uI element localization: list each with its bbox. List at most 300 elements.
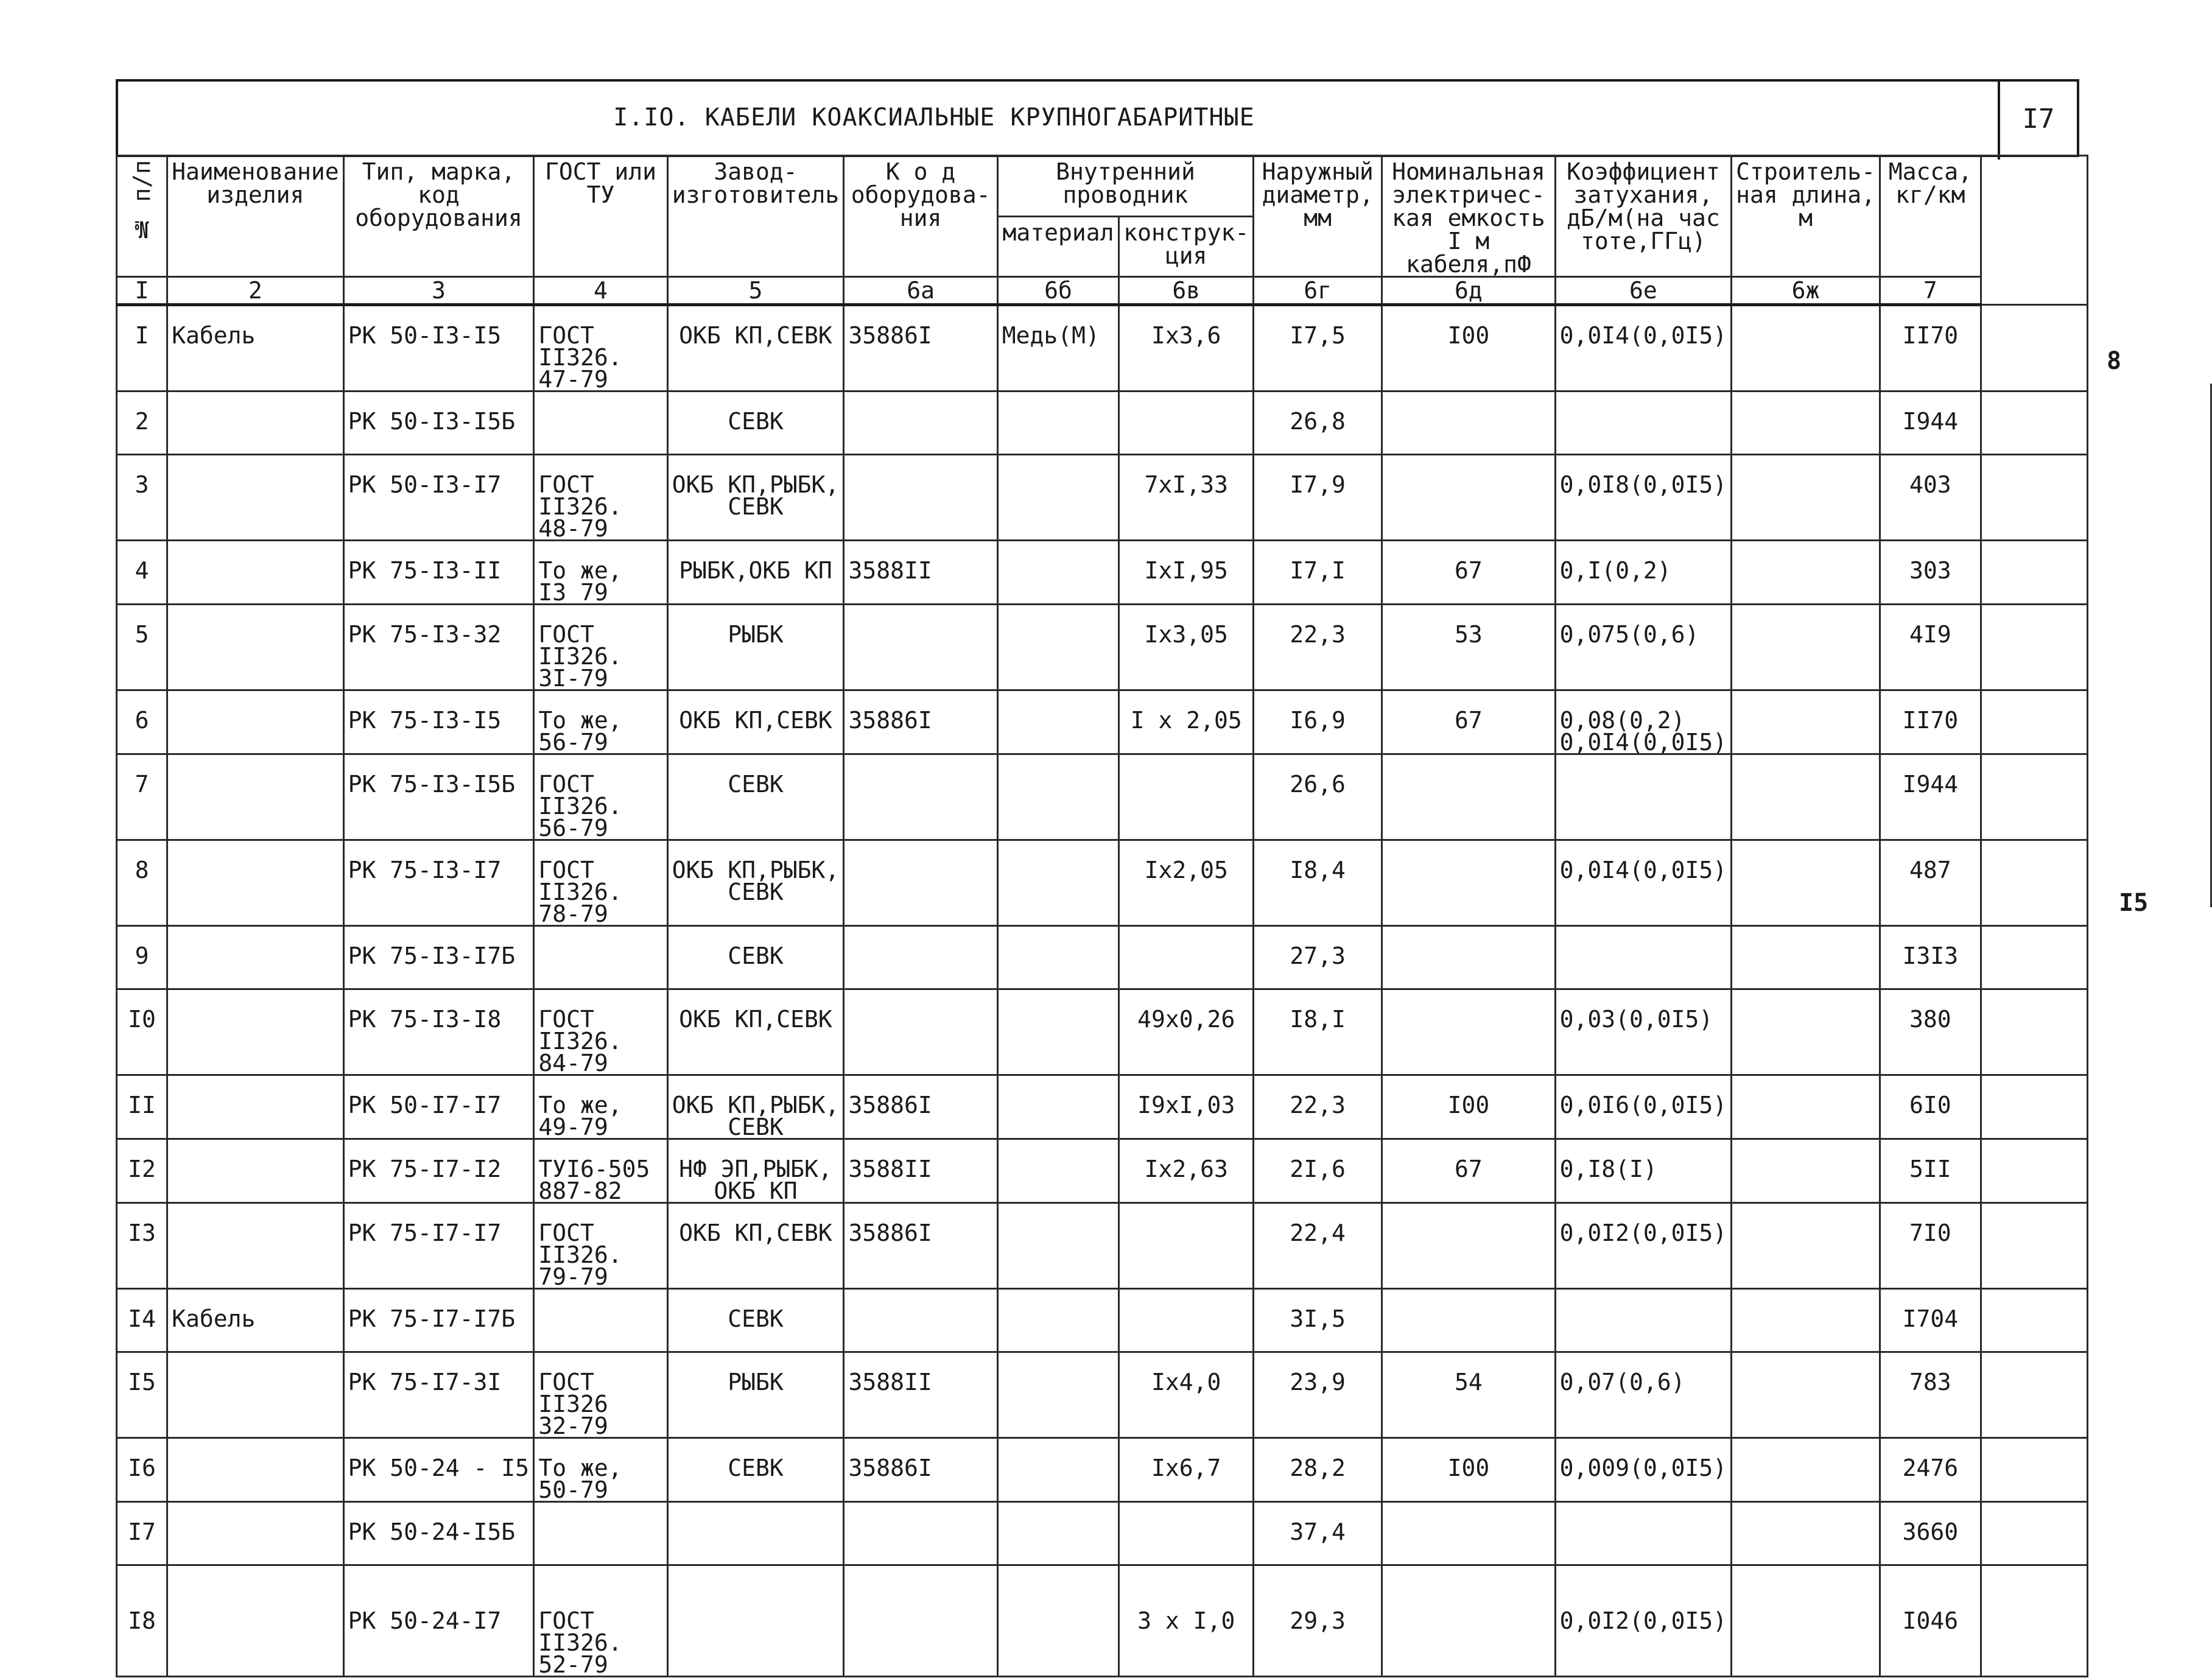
capacitance-cell	[1382, 754, 1555, 840]
manufacturer-cell: ОКБ КП,СЕВК	[667, 1203, 844, 1289]
gost-standard-cell: ГОСТ II326. 56-79	[534, 754, 667, 840]
conductor-material-cell	[997, 1289, 1119, 1352]
side-label: I5	[2119, 889, 2149, 917]
attenuation-cell: 0,I8(I)	[1555, 1139, 1732, 1203]
equipment-code-cell: 35886I	[844, 1075, 997, 1139]
col-number: 6д	[1382, 277, 1555, 305]
table-body	[117, 305, 2088, 1677]
product-name-cell	[167, 1139, 344, 1203]
product-name-cell	[167, 391, 344, 455]
mass-cell: 6I0	[1880, 1075, 1981, 1139]
construction-length-cell	[1732, 305, 1880, 391]
gost-standard-cell: То же, I3 79	[534, 541, 667, 605]
cable-type-cell: РК 75-I7-I7	[343, 1203, 534, 1289]
cable-type-cell: РК 75-I7-I2	[343, 1139, 534, 1203]
header-row	[117, 156, 2088, 217]
attenuation-cell: 0,075(0,6)	[1555, 605, 1732, 690]
cable-type-cell: РК 50-24 - I5	[343, 1438, 534, 1502]
product-name-cell	[167, 1075, 344, 1139]
capacitance-cell	[1382, 1565, 1555, 1677]
extra-cell	[1981, 1352, 2087, 1438]
equipment-code-cell	[844, 754, 997, 840]
table-row	[117, 926, 2088, 989]
manufacturer-cell	[667, 1502, 844, 1565]
extra-cell	[1981, 541, 2087, 605]
outer-diameter-cell: I7,I	[1254, 541, 1382, 605]
gost-standard-cell	[534, 926, 667, 989]
header-num: № п/п	[117, 156, 167, 277]
mass-cell: I046	[1880, 1565, 1981, 1677]
construction-length-cell	[1732, 541, 1880, 605]
outer-diameter-cell: 22,3	[1254, 605, 1382, 690]
mass-cell: I944	[1880, 391, 1981, 455]
attenuation-cell	[1555, 1289, 1732, 1352]
gost-standard-cell: ГОСТ II326 32-79	[534, 1352, 667, 1438]
equipment-code-cell	[844, 1289, 997, 1352]
equipment-code-cell	[844, 391, 997, 455]
mass-cell: II70	[1880, 305, 1981, 391]
header-diameter: Наружный диаметр, мм	[1254, 156, 1382, 277]
extra-cell	[1981, 455, 2087, 541]
manufacturer-cell: РЫБК	[667, 1352, 844, 1438]
attenuation-cell	[1555, 391, 1732, 455]
attenuation-cell: 0,03(0,0I5)	[1555, 989, 1732, 1075]
manufacturer-cell: ОКБ КП,СЕВК	[667, 989, 844, 1075]
construction-length-cell	[1732, 1075, 1880, 1139]
page-title: I.IO. КАБЕЛИ КОАКСИАЛЬНЫЕ КРУПНОГАБАРИТНЫЕ	[613, 104, 1255, 132]
gost-standard-cell	[534, 391, 667, 455]
conductor-material-cell: Медь(М)	[997, 305, 1119, 391]
extra-cell	[1981, 1139, 2087, 1203]
outer-diameter-cell: 22,3	[1254, 1075, 1382, 1139]
cable-type-cell: РК 75-I3-II	[343, 541, 534, 605]
attenuation-cell	[1555, 1502, 1732, 1565]
cable-table	[116, 155, 2088, 1677]
header-inner-conductor: Внутренний проводник	[997, 156, 1253, 217]
equipment-code-cell	[844, 605, 997, 690]
outer-diameter-cell: 3I,5	[1254, 1289, 1382, 1352]
gost-standard-cell: ГОСТ II326. 78-79	[534, 840, 667, 926]
product-name-cell	[167, 1565, 344, 1677]
row-number-cell: I8	[117, 1565, 167, 1677]
gost-standard-cell: ТУI6-505 887-82	[534, 1139, 667, 1203]
conductor-material-cell	[997, 1352, 1119, 1438]
attenuation-cell: 0,0I4(0,0I5)	[1555, 840, 1732, 926]
equipment-code-cell	[844, 840, 997, 926]
equipment-code-cell: 3588II	[844, 1139, 997, 1203]
extra-cell	[1981, 754, 2087, 840]
header-type: Тип, марка, код оборудования	[343, 156, 534, 277]
capacitance-cell: 54	[1382, 1352, 1555, 1438]
table-row	[117, 455, 2088, 541]
capacitance-cell: 67	[1382, 1139, 1555, 1203]
table-row	[117, 690, 2088, 754]
conductor-material-cell	[997, 989, 1119, 1075]
cable-type-cell: РК 50-I7-I7	[343, 1075, 534, 1139]
row-number-cell: 5	[117, 605, 167, 690]
gost-standard-cell: ГОСТ II326. 84-79	[534, 989, 667, 1075]
extra-column-number: 8	[2107, 347, 2122, 375]
product-name-cell	[167, 1203, 344, 1289]
document-sheet	[116, 79, 2149, 1678]
col-number: 5	[667, 277, 844, 305]
outer-diameter-cell: 22,4	[1254, 1203, 1382, 1289]
table-row	[117, 541, 2088, 605]
mass-cell: 3660	[1880, 1502, 1981, 1565]
mass-cell: 7I0	[1880, 1203, 1981, 1289]
table-row	[117, 754, 2088, 840]
manufacturer-cell: СЕВК	[667, 926, 844, 989]
outer-diameter-cell: 28,2	[1254, 1438, 1382, 1502]
header-maker: Завод-изготовитель	[667, 156, 844, 277]
cable-type-cell: РК 75-I3-I5Б	[343, 754, 534, 840]
capacitance-cell	[1382, 926, 1555, 989]
manufacturer-cell: СЕВК	[667, 754, 844, 840]
mass-cell: I3I3	[1880, 926, 1981, 989]
construction-length-cell	[1732, 1289, 1880, 1352]
row-number-cell: I	[117, 305, 167, 391]
row-number-cell: II	[117, 1075, 167, 1139]
construction-length-cell	[1732, 605, 1880, 690]
extra-cell	[1981, 1502, 2087, 1565]
gost-standard-cell: ГОСТ II326. 47-79	[534, 305, 667, 391]
cable-type-cell: РК 75-I3-I5	[343, 690, 534, 754]
conductor-construction-cell: Iх2,63	[1119, 1139, 1254, 1203]
row-number-cell: 6	[117, 690, 167, 754]
outer-diameter-cell: 27,3	[1254, 926, 1382, 989]
table-row	[117, 1289, 2088, 1352]
table-row	[117, 1438, 2088, 1502]
outer-diameter-cell: I7,9	[1254, 455, 1382, 541]
header-material: материал	[997, 216, 1119, 277]
conductor-material-cell	[997, 754, 1119, 840]
extra-cell	[1981, 1203, 2087, 1289]
attenuation-cell: 0,0I4(0,0I5)	[1555, 305, 1732, 391]
mass-cell: 2476	[1880, 1438, 1981, 1502]
cable-type-cell: РК 75-I7-I7Б	[343, 1289, 534, 1352]
header-mass: Масса, кг/км	[1880, 156, 1981, 277]
extra-cell	[1981, 840, 2087, 926]
conductor-material-cell	[997, 605, 1119, 690]
construction-length-cell	[1732, 840, 1880, 926]
table-row	[117, 1352, 2088, 1438]
extra-cell	[1981, 989, 2087, 1075]
col-number: 6ж	[1732, 277, 1880, 305]
construction-length-cell	[1732, 1502, 1880, 1565]
equipment-code-cell: 3588II	[844, 541, 997, 605]
cable-type-cell: РК 50-I3-I5	[343, 305, 534, 391]
conductor-material-cell	[997, 690, 1119, 754]
row-number-cell: I2	[117, 1139, 167, 1203]
gost-standard-cell	[534, 1502, 667, 1565]
product-name-cell	[167, 690, 344, 754]
extra-cell	[1981, 605, 2087, 690]
equipment-code-cell: 35886I	[844, 1438, 997, 1502]
title-box	[116, 79, 2079, 157]
capacitance-cell	[1382, 840, 1555, 926]
product-name-cell	[167, 926, 344, 989]
product-name-cell	[167, 1352, 344, 1438]
header-code: К о д оборудова-ния	[844, 156, 997, 277]
outer-diameter-cell: I8,4	[1254, 840, 1382, 926]
capacitance-cell	[1382, 455, 1555, 541]
row-number-cell: I4	[117, 1289, 167, 1352]
col-number: 6в	[1119, 277, 1254, 305]
extra-cell	[1981, 926, 2087, 989]
row-number-cell: I5	[117, 1352, 167, 1438]
table-row	[117, 840, 2088, 926]
attenuation-cell: 0,07(0,6)	[1555, 1352, 1732, 1438]
attenuation-cell: 0,0I2(0,0I5)	[1555, 1203, 1732, 1289]
capacitance-cell	[1382, 989, 1555, 1075]
mass-cell: 303	[1880, 541, 1981, 605]
manufacturer-cell: ОКБ КП,РЫБК, СЕВК	[667, 455, 844, 541]
outer-diameter-cell: 37,4	[1254, 1502, 1382, 1565]
conductor-construction-cell: Iх2,05	[1119, 840, 1254, 926]
conductor-construction-cell	[1119, 391, 1254, 455]
conductor-construction-cell: I х 2,05	[1119, 690, 1254, 754]
capacitance-cell: I00	[1382, 1075, 1555, 1139]
attenuation-cell: 0,0I6(0,0I5)	[1555, 1075, 1732, 1139]
col-number: 4	[534, 277, 667, 305]
header-extra	[1981, 156, 2087, 305]
gost-standard-cell: То же, 50-79	[534, 1438, 667, 1502]
equipment-code-cell	[844, 1565, 997, 1677]
row-number-cell: I0	[117, 989, 167, 1075]
row-number-cell: 9	[117, 926, 167, 989]
construction-length-cell	[1732, 690, 1880, 754]
equipment-code-cell	[844, 455, 997, 541]
manufacturer-cell: РЫБК,ОКБ КП	[667, 541, 844, 605]
col-number: 7	[1880, 277, 1981, 305]
manufacturer-cell	[667, 1565, 844, 1677]
gost-standard-cell: ГОСТ II326. 48-79	[534, 455, 667, 541]
conductor-construction-cell: I9хI,03	[1119, 1075, 1254, 1139]
header-attenuation: Коэффициент затухания, дБ/м(на час тоте,ГГц)	[1555, 156, 1732, 277]
conductor-construction-cell: 49х0,26	[1119, 989, 1254, 1075]
attenuation-cell: 0,009(0,0I5)	[1555, 1438, 1732, 1502]
manufacturer-cell: СЕВК	[667, 391, 844, 455]
row-number-cell: 4	[117, 541, 167, 605]
cable-type-cell: РК 75-I3-I7	[343, 840, 534, 926]
mass-cell: 487	[1880, 840, 1981, 926]
table-row	[117, 989, 2088, 1075]
equipment-code-cell	[844, 1502, 997, 1565]
manufacturer-cell: СЕВК	[667, 1289, 844, 1352]
mass-cell: II70	[1880, 690, 1981, 754]
capacitance-cell: 67	[1382, 690, 1555, 754]
col-number: 6б	[997, 277, 1119, 305]
gost-standard-cell: То же, 56-79	[534, 690, 667, 754]
conductor-construction-cell	[1119, 926, 1254, 989]
capacitance-cell	[1382, 1289, 1555, 1352]
attenuation-cell: 0,08(0,2) 0,0I4(0,0I5)	[1555, 690, 1732, 754]
manufacturer-cell: СЕВК	[667, 1438, 844, 1502]
table-row	[117, 1203, 2088, 1289]
attenuation-cell: 0,0I8(0,0I5)	[1555, 455, 1732, 541]
mass-cell: 5II	[1880, 1139, 1981, 1203]
extra-cell	[1981, 1565, 2087, 1677]
product-name-cell	[167, 1438, 344, 1502]
attenuation-cell	[1555, 926, 1732, 989]
conductor-construction-cell	[1119, 1289, 1254, 1352]
col-number: 6е	[1555, 277, 1732, 305]
header-length: Строитель-ная длина, м	[1732, 156, 1880, 277]
mass-cell: I944	[1880, 754, 1981, 840]
col-number: 3	[343, 277, 534, 305]
row-number-cell: I7	[117, 1502, 167, 1565]
product-name-cell	[167, 541, 344, 605]
extra-cell	[1981, 1438, 2087, 1502]
conductor-construction-cell: Iх3,6	[1119, 305, 1254, 391]
product-name-cell	[167, 840, 344, 926]
table-row	[117, 1139, 2088, 1203]
outer-diameter-cell: I8,I	[1254, 989, 1382, 1075]
row-number-cell: 2	[117, 391, 167, 455]
table-row	[117, 1502, 2088, 1565]
table-row	[117, 305, 2088, 391]
conductor-construction-cell: Iх6,7	[1119, 1438, 1254, 1502]
construction-length-cell	[1732, 1139, 1880, 1203]
conductor-construction-cell	[1119, 1502, 1254, 1565]
equipment-code-cell: 35886I	[844, 1203, 997, 1289]
attenuation-cell	[1555, 754, 1732, 840]
conductor-construction-cell: Iх3,05	[1119, 605, 1254, 690]
row-number-cell: I6	[117, 1438, 167, 1502]
construction-length-cell	[1732, 1565, 1880, 1677]
mass-cell: 403	[1880, 455, 1981, 541]
conductor-material-cell	[997, 1139, 1119, 1203]
equipment-code-cell	[844, 926, 997, 989]
header-name: Наименование изделия	[167, 156, 344, 277]
row-number-cell: 8	[117, 840, 167, 926]
equipment-code-cell: 35886I	[844, 305, 997, 391]
capacitance-cell: I00	[1382, 305, 1555, 391]
conductor-material-cell	[997, 541, 1119, 605]
mass-cell: 380	[1880, 989, 1981, 1075]
column-number-row	[117, 277, 2088, 305]
outer-diameter-cell: 23,9	[1254, 1352, 1382, 1438]
capacitance-cell	[1382, 1502, 1555, 1565]
cable-type-cell: РК 50-I3-I5Б	[343, 391, 534, 455]
outer-diameter-cell: I6,9	[1254, 690, 1382, 754]
conductor-construction-cell: 3 х I,0	[1119, 1565, 1254, 1677]
construction-length-cell	[1732, 455, 1880, 541]
construction-length-cell	[1732, 1203, 1880, 1289]
outer-diameter-cell: 26,6	[1254, 754, 1382, 840]
mass-cell: I704	[1880, 1289, 1981, 1352]
col-number: 6а	[844, 277, 997, 305]
product-name-cell	[167, 989, 344, 1075]
construction-length-cell	[1732, 989, 1880, 1075]
conductor-construction-cell	[1119, 1203, 1254, 1289]
cable-type-cell: РК 75-I3-I8	[343, 989, 534, 1075]
conductor-material-cell	[997, 1203, 1119, 1289]
conductor-material-cell	[997, 455, 1119, 541]
extra-cell	[1981, 1075, 2087, 1139]
attenuation-cell: 0,I(0,2)	[1555, 541, 1732, 605]
equipment-code-cell: 35886I	[844, 690, 997, 754]
capacitance-cell: I00	[1382, 1438, 1555, 1502]
table-row	[117, 1565, 2088, 1677]
equipment-code-cell: 3588II	[844, 1352, 997, 1438]
gost-standard-cell: ГОСТ II326. 3I-79	[534, 605, 667, 690]
cable-type-cell: РК 75-I3-I7Б	[343, 926, 534, 989]
conductor-material-cell	[997, 1502, 1119, 1565]
product-name-cell	[167, 605, 344, 690]
header-capacity: Номинальная электричес-кая емкость I м кабеля,пФ	[1382, 156, 1555, 277]
product-name-cell: Кабель	[167, 305, 344, 391]
col-number: 2	[167, 277, 344, 305]
manufacturer-cell: ОКБ КП,РЫБК, СЕВК	[667, 1075, 844, 1139]
manufacturer-cell: РЫБК	[667, 605, 844, 690]
cable-type-cell: РК 50-24-I7	[343, 1565, 534, 1677]
table-row	[117, 605, 2088, 690]
mass-cell: 4I9	[1880, 605, 1981, 690]
col-number: I	[117, 277, 167, 305]
capacitance-cell: 67	[1382, 541, 1555, 605]
conductor-material-cell	[997, 391, 1119, 455]
conductor-construction-cell	[1119, 754, 1254, 840]
gost-standard-cell: ГОСТ II326. 79-79	[534, 1203, 667, 1289]
cable-type-cell: РК 50-I3-I7	[343, 455, 534, 541]
conductor-construction-cell: Iх4,0	[1119, 1352, 1254, 1438]
product-name-cell	[167, 1502, 344, 1565]
table-row	[117, 1075, 2088, 1139]
mass-cell: 783	[1880, 1352, 1981, 1438]
manufacturer-cell: ОКБ КП,РЫБК, СЕВК	[667, 840, 844, 926]
row-number-cell: 7	[117, 754, 167, 840]
outer-diameter-cell: I7,5	[1254, 305, 1382, 391]
outer-diameter-cell: 2I,6	[1254, 1139, 1382, 1203]
cable-type-cell: РК 75-I3-32	[343, 605, 534, 690]
conductor-construction-cell: IхI,95	[1119, 541, 1254, 605]
page-number-box	[1998, 82, 2077, 160]
col-number: 6г	[1254, 277, 1382, 305]
row-number-cell: I3	[117, 1203, 167, 1289]
equipment-code-cell	[844, 989, 997, 1075]
conductor-material-cell	[997, 1565, 1119, 1677]
capacitance-cell	[1382, 1203, 1555, 1289]
gost-standard-cell: То же, 49-79	[534, 1075, 667, 1139]
construction-length-cell	[1732, 1438, 1880, 1502]
construction-length-cell	[1732, 391, 1880, 455]
table-row	[117, 391, 2088, 455]
gost-standard-cell: ГОСТ II326. 52-79	[534, 1565, 667, 1677]
outer-diameter-cell: 26,8	[1254, 391, 1382, 455]
construction-length-cell	[1732, 754, 1880, 840]
cable-type-cell: РК 50-24-I5Б	[343, 1502, 534, 1565]
cable-type-cell: РК 75-I7-3I	[343, 1352, 534, 1438]
construction-length-cell	[1732, 1352, 1880, 1438]
conductor-material-cell	[997, 840, 1119, 926]
product-name-cell	[167, 455, 344, 541]
conductor-material-cell	[997, 926, 1119, 989]
row-number-cell: 3	[117, 455, 167, 541]
extra-cell	[1981, 1289, 2087, 1352]
extra-cell	[1981, 690, 2087, 754]
product-name-cell	[167, 754, 344, 840]
header-gost: ГОСТ или ТУ	[534, 156, 667, 277]
conductor-construction-cell: 7хI,33	[1119, 455, 1254, 541]
manufacturer-cell: ОКБ КП,СЕВК	[667, 305, 844, 391]
outer-diameter-cell: 29,3	[1254, 1565, 1382, 1677]
capacitance-cell: 53	[1382, 605, 1555, 690]
product-name-cell: Кабель	[167, 1289, 344, 1352]
manufacturer-cell: НФ ЭП,РЫБК, ОКБ КП	[667, 1139, 844, 1203]
conductor-material-cell	[997, 1438, 1119, 1502]
extra-cell	[1981, 391, 2087, 455]
